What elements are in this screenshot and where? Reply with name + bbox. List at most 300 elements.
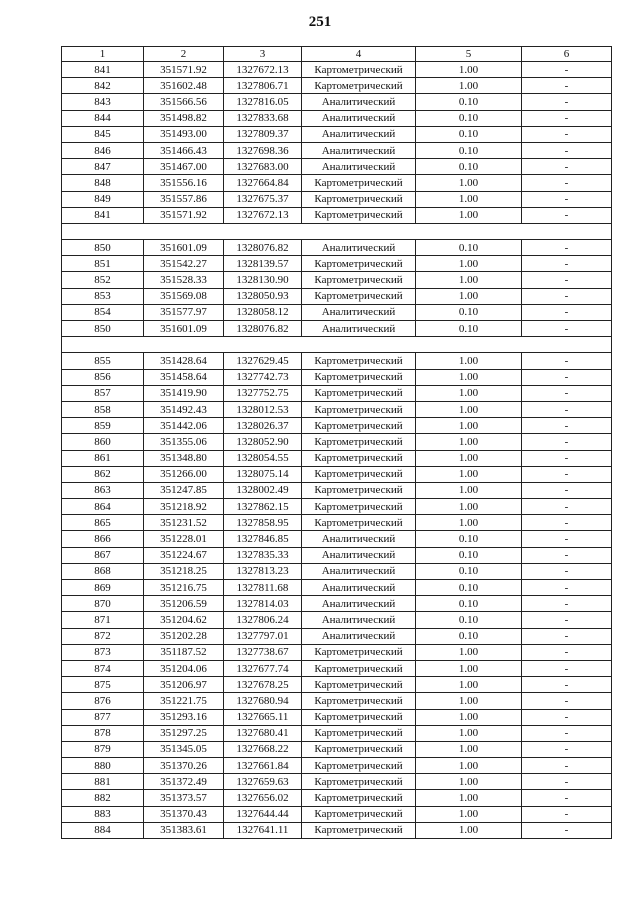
table-cell: Картометрический bbox=[302, 725, 416, 741]
table-cell: 874 bbox=[62, 660, 144, 676]
table-cell: - bbox=[522, 207, 612, 223]
table-cell: 1328026.37 bbox=[224, 418, 302, 434]
table-cell: 351266.00 bbox=[144, 466, 224, 482]
table-cell: Картометрический bbox=[302, 434, 416, 450]
table-cell: 868 bbox=[62, 563, 144, 579]
table-cell: 1.00 bbox=[416, 175, 522, 191]
table-cell: 850 bbox=[62, 321, 144, 337]
table-cell: 856 bbox=[62, 369, 144, 385]
table-cell: 1.00 bbox=[416, 385, 522, 401]
table-row bbox=[62, 240, 612, 256]
table-row bbox=[62, 175, 612, 191]
table-cell: Картометрический bbox=[302, 450, 416, 466]
table-cell: 1.00 bbox=[416, 677, 522, 693]
table-row bbox=[62, 466, 612, 482]
table-cell: Картометрический bbox=[302, 353, 416, 369]
table-cell: 864 bbox=[62, 499, 144, 515]
table-cell: 1.00 bbox=[416, 709, 522, 725]
table-cell: 862 bbox=[62, 466, 144, 482]
table-row bbox=[62, 353, 612, 369]
table-row bbox=[62, 806, 612, 822]
table-cell: - bbox=[522, 159, 612, 175]
table-cell: 351571.92 bbox=[144, 62, 224, 78]
table-cell: 863 bbox=[62, 482, 144, 498]
table-cell: - bbox=[522, 790, 612, 806]
table-cell: - bbox=[522, 628, 612, 644]
table-cell: 1.00 bbox=[416, 758, 522, 774]
table-row bbox=[62, 288, 612, 304]
table-cell: 872 bbox=[62, 628, 144, 644]
table-row bbox=[62, 256, 612, 272]
table-cell: 1.00 bbox=[416, 353, 522, 369]
table-row bbox=[62, 563, 612, 579]
table-row bbox=[62, 725, 612, 741]
table-cell: 1327809.37 bbox=[224, 126, 302, 142]
table-cell: Картометрический bbox=[302, 758, 416, 774]
table-cell: Аналитический bbox=[302, 240, 416, 256]
table-cell: 1.00 bbox=[416, 790, 522, 806]
table-cell: 351231.52 bbox=[144, 515, 224, 531]
table-cell: Аналитический bbox=[302, 126, 416, 142]
table-cell: 857 bbox=[62, 385, 144, 401]
table-cell: - bbox=[522, 353, 612, 369]
table-cell: - bbox=[522, 401, 612, 417]
table-cell: 351467.00 bbox=[144, 159, 224, 175]
table-cell: 877 bbox=[62, 709, 144, 725]
table-row bbox=[62, 612, 612, 628]
table-cell: - bbox=[522, 288, 612, 304]
table-cell: - bbox=[522, 822, 612, 838]
table-cell: 882 bbox=[62, 790, 144, 806]
table-cell: 351297.25 bbox=[144, 725, 224, 741]
table-row bbox=[62, 628, 612, 644]
table-row bbox=[62, 531, 612, 547]
table-cell: 351602.48 bbox=[144, 78, 224, 94]
table-cell: Картометрический bbox=[302, 288, 416, 304]
table-cell: 351206.59 bbox=[144, 596, 224, 612]
table-cell: 1328130.90 bbox=[224, 272, 302, 288]
table-cell: 351348.80 bbox=[144, 450, 224, 466]
table-cell: 351204.06 bbox=[144, 660, 224, 676]
table-cell: 1327675.37 bbox=[224, 191, 302, 207]
table-cell: - bbox=[522, 175, 612, 191]
table-row bbox=[62, 499, 612, 515]
table-cell: 351569.08 bbox=[144, 288, 224, 304]
table-cell: 879 bbox=[62, 741, 144, 757]
table-row bbox=[62, 580, 612, 596]
table-cell: 351571.92 bbox=[144, 207, 224, 223]
table-row bbox=[62, 321, 612, 337]
table-cell: Аналитический bbox=[302, 612, 416, 628]
table-cell: 1327665.11 bbox=[224, 709, 302, 725]
table-cell: 1.00 bbox=[416, 806, 522, 822]
table-cell: - bbox=[522, 693, 612, 709]
table-cell: - bbox=[522, 709, 612, 725]
table-cell: 851 bbox=[62, 256, 144, 272]
table-cell: Картометрический bbox=[302, 256, 416, 272]
table-cell: Картометрический bbox=[302, 741, 416, 757]
table-cell: 1327806.24 bbox=[224, 612, 302, 628]
coordinates-table bbox=[61, 46, 612, 839]
table-row bbox=[62, 159, 612, 175]
table-cell: Картометрический bbox=[302, 644, 416, 660]
table-cell: - bbox=[522, 644, 612, 660]
table-cell: 841 bbox=[62, 62, 144, 78]
table-row bbox=[62, 693, 612, 709]
table-cell: 1.00 bbox=[416, 693, 522, 709]
table-cell: 1327738.67 bbox=[224, 644, 302, 660]
table-cell: 854 bbox=[62, 304, 144, 320]
table-cell: - bbox=[522, 660, 612, 676]
table-cell: 867 bbox=[62, 547, 144, 563]
table-cell: 1327678.25 bbox=[224, 677, 302, 693]
table-cell: Картометрический bbox=[302, 693, 416, 709]
header-cell: 3 bbox=[224, 47, 302, 62]
table-cell: 351224.67 bbox=[144, 547, 224, 563]
table-cell: 1327806.71 bbox=[224, 78, 302, 94]
table-cell: 1.00 bbox=[416, 466, 522, 482]
table-cell: 351528.33 bbox=[144, 272, 224, 288]
table-cell: - bbox=[522, 304, 612, 320]
table-cell: 1.00 bbox=[416, 515, 522, 531]
table-row bbox=[62, 774, 612, 790]
table-cell: 351577.97 bbox=[144, 304, 224, 320]
table-cell: 873 bbox=[62, 644, 144, 660]
table-cell: 1.00 bbox=[416, 207, 522, 223]
table-cell: Картометрический bbox=[302, 78, 416, 94]
table-cell: Аналитический bbox=[302, 596, 416, 612]
table-cell: Аналитический bbox=[302, 580, 416, 596]
table-cell: 1328075.14 bbox=[224, 466, 302, 482]
separator-cell bbox=[62, 337, 612, 353]
table-cell: 351202.28 bbox=[144, 628, 224, 644]
table-row bbox=[62, 385, 612, 401]
table-cell: 1327797.01 bbox=[224, 628, 302, 644]
table-cell: 1.00 bbox=[416, 401, 522, 417]
table-cell: 351498.82 bbox=[144, 110, 224, 126]
table-cell: 848 bbox=[62, 175, 144, 191]
table-cell: 0.10 bbox=[416, 547, 522, 563]
table-cell: Картометрический bbox=[302, 499, 416, 515]
table-cell: 1.00 bbox=[416, 450, 522, 466]
table-row bbox=[62, 191, 612, 207]
table-cell: 1327816.05 bbox=[224, 94, 302, 110]
table-cell: 351601.09 bbox=[144, 240, 224, 256]
table-cell: Аналитический bbox=[302, 159, 416, 175]
table-row bbox=[62, 207, 612, 223]
table-cell: 876 bbox=[62, 693, 144, 709]
table-cell: 881 bbox=[62, 774, 144, 790]
table-cell: 1327811.68 bbox=[224, 580, 302, 596]
table-cell: 1327680.94 bbox=[224, 693, 302, 709]
table-cell: 1.00 bbox=[416, 774, 522, 790]
table-cell: 1328002.49 bbox=[224, 482, 302, 498]
table-cell: 858 bbox=[62, 401, 144, 417]
table-row bbox=[62, 434, 612, 450]
table-cell: 351458.64 bbox=[144, 369, 224, 385]
table-cell: 1327742.73 bbox=[224, 369, 302, 385]
table-cell: 1.00 bbox=[416, 288, 522, 304]
table-cell: 1327644.44 bbox=[224, 806, 302, 822]
table-cell: - bbox=[522, 563, 612, 579]
page-number: 251 bbox=[308, 14, 332, 30]
table-cell: Аналитический bbox=[302, 94, 416, 110]
header-cell: 1 bbox=[62, 47, 144, 62]
table-cell: - bbox=[522, 385, 612, 401]
table-cell: 878 bbox=[62, 725, 144, 741]
table-cell: 1.00 bbox=[416, 418, 522, 434]
table-cell: 0.10 bbox=[416, 580, 522, 596]
table-cell: 0.10 bbox=[416, 94, 522, 110]
table-cell: 1327814.03 bbox=[224, 596, 302, 612]
table-cell: 351419.90 bbox=[144, 385, 224, 401]
table-cell: - bbox=[522, 434, 612, 450]
table-cell: 1.00 bbox=[416, 499, 522, 515]
table-cell: - bbox=[522, 515, 612, 531]
table-cell: 351373.57 bbox=[144, 790, 224, 806]
table-cell: 853 bbox=[62, 288, 144, 304]
table-cell: 351566.56 bbox=[144, 94, 224, 110]
table-cell: 0.10 bbox=[416, 563, 522, 579]
table-cell: 351428.64 bbox=[144, 353, 224, 369]
table-cell: - bbox=[522, 126, 612, 142]
table-cell: 1.00 bbox=[416, 434, 522, 450]
table-row bbox=[62, 660, 612, 676]
table-cell: 1327683.00 bbox=[224, 159, 302, 175]
table-row bbox=[62, 369, 612, 385]
table-cell: 841 bbox=[62, 207, 144, 223]
table-cell: - bbox=[522, 806, 612, 822]
table-cell: - bbox=[522, 191, 612, 207]
table-cell: 1328076.82 bbox=[224, 240, 302, 256]
table-cell: 844 bbox=[62, 110, 144, 126]
table-cell: - bbox=[522, 418, 612, 434]
table-cell: 0.10 bbox=[416, 531, 522, 547]
table-cell: 1.00 bbox=[416, 482, 522, 498]
table-cell: 1327846.85 bbox=[224, 531, 302, 547]
table-cell: Аналитический bbox=[302, 547, 416, 563]
header-cell: 2 bbox=[144, 47, 224, 62]
table-cell: Картометрический bbox=[302, 385, 416, 401]
table-row bbox=[62, 677, 612, 693]
table-cell: 0.10 bbox=[416, 126, 522, 142]
table-cell: 880 bbox=[62, 758, 144, 774]
table-cell: Картометрический bbox=[302, 822, 416, 838]
table-row bbox=[62, 110, 612, 126]
table-cell: Картометрический bbox=[302, 466, 416, 482]
header-cell: 5 bbox=[416, 47, 522, 62]
table-cell: 351466.43 bbox=[144, 142, 224, 158]
table-cell: 1.00 bbox=[416, 725, 522, 741]
table-cell: 1.00 bbox=[416, 644, 522, 660]
table-cell: 0.10 bbox=[416, 159, 522, 175]
table-cell: - bbox=[522, 725, 612, 741]
table-cell: 0.10 bbox=[416, 240, 522, 256]
separator-cell bbox=[62, 223, 612, 239]
table-cell: 351204.62 bbox=[144, 612, 224, 628]
table-cell: 883 bbox=[62, 806, 144, 822]
table-cell: Картометрический bbox=[302, 369, 416, 385]
table-row bbox=[62, 418, 612, 434]
table-cell: 351228.01 bbox=[144, 531, 224, 547]
table-cell: 869 bbox=[62, 580, 144, 596]
table-cell: 0.10 bbox=[416, 596, 522, 612]
table-cell: 1327629.45 bbox=[224, 353, 302, 369]
table-cell: 351601.09 bbox=[144, 321, 224, 337]
table-cell: 852 bbox=[62, 272, 144, 288]
table-cell: 351293.16 bbox=[144, 709, 224, 725]
table-cell: Картометрический bbox=[302, 515, 416, 531]
table-cell: 847 bbox=[62, 159, 144, 175]
table-row bbox=[62, 482, 612, 498]
table-cell: 351345.05 bbox=[144, 741, 224, 757]
table-cell: 1328058.12 bbox=[224, 304, 302, 320]
table-cell: 351442.06 bbox=[144, 418, 224, 434]
table-row bbox=[62, 822, 612, 838]
table-cell: 351247.85 bbox=[144, 482, 224, 498]
table-cell: - bbox=[522, 612, 612, 628]
table-cell: 1327659.63 bbox=[224, 774, 302, 790]
table-cell: - bbox=[522, 142, 612, 158]
table-cell: Картометрический bbox=[302, 272, 416, 288]
table-body bbox=[62, 62, 612, 839]
table-cell: 1327672.13 bbox=[224, 62, 302, 78]
header-cell: 6 bbox=[522, 47, 612, 62]
table-cell: Аналитический bbox=[302, 628, 416, 644]
table-cell: 860 bbox=[62, 434, 144, 450]
table-cell: 351355.06 bbox=[144, 434, 224, 450]
table-cell: 1327698.36 bbox=[224, 142, 302, 158]
table-cell: 1327813.23 bbox=[224, 563, 302, 579]
table-cell: 1327862.15 bbox=[224, 499, 302, 515]
table-row bbox=[62, 94, 612, 110]
table-cell: - bbox=[522, 580, 612, 596]
table-cell: Картометрический bbox=[302, 418, 416, 434]
table-cell: Картометрический bbox=[302, 62, 416, 78]
table-cell: Картометрический bbox=[302, 806, 416, 822]
table-cell: 1.00 bbox=[416, 78, 522, 94]
table-cell: Аналитический bbox=[302, 531, 416, 547]
table-cell: 1.00 bbox=[416, 660, 522, 676]
table-cell: Картометрический bbox=[302, 191, 416, 207]
table-row bbox=[62, 401, 612, 417]
table-row bbox=[62, 547, 612, 563]
table-cell: - bbox=[522, 78, 612, 94]
table-cell: 0.10 bbox=[416, 612, 522, 628]
table-cell: 1328076.82 bbox=[224, 321, 302, 337]
table-cell: 875 bbox=[62, 677, 144, 693]
table-cell: - bbox=[522, 547, 612, 563]
table-cell: 0.10 bbox=[416, 142, 522, 158]
table-cell: Картометрический bbox=[302, 774, 416, 790]
table-cell: 845 bbox=[62, 126, 144, 142]
table-cell: 351557.86 bbox=[144, 191, 224, 207]
table-cell: 351492.43 bbox=[144, 401, 224, 417]
table-cell: Картометрический bbox=[302, 660, 416, 676]
table-cell: 855 bbox=[62, 353, 144, 369]
table-cell: 351221.75 bbox=[144, 693, 224, 709]
table-cell: 351383.61 bbox=[144, 822, 224, 838]
table-cell: 866 bbox=[62, 531, 144, 547]
table-cell: - bbox=[522, 450, 612, 466]
table-cell: - bbox=[522, 110, 612, 126]
table-cell: 1328139.57 bbox=[224, 256, 302, 272]
table-cell: 861 bbox=[62, 450, 144, 466]
table-row bbox=[62, 596, 612, 612]
table-row bbox=[62, 78, 612, 94]
table-cell: - bbox=[522, 596, 612, 612]
table-cell: 351206.97 bbox=[144, 677, 224, 693]
table-cell: 1328052.90 bbox=[224, 434, 302, 450]
group-separator-row bbox=[62, 337, 612, 353]
table-row bbox=[62, 741, 612, 757]
table-cell: 1327641.11 bbox=[224, 822, 302, 838]
table-cell: Аналитический bbox=[302, 142, 416, 158]
table-cell: 859 bbox=[62, 418, 144, 434]
table-cell: 0.10 bbox=[416, 304, 522, 320]
table-cell: - bbox=[522, 466, 612, 482]
table-cell: 351218.92 bbox=[144, 499, 224, 515]
table-cell: 1327858.95 bbox=[224, 515, 302, 531]
table-row bbox=[62, 450, 612, 466]
table-cell: 351493.00 bbox=[144, 126, 224, 142]
table-cell: 1.00 bbox=[416, 256, 522, 272]
table-cell: - bbox=[522, 321, 612, 337]
table-cell: 1.00 bbox=[416, 191, 522, 207]
table-cell: 351216.75 bbox=[144, 580, 224, 596]
table-row bbox=[62, 272, 612, 288]
table-cell: 351370.26 bbox=[144, 758, 224, 774]
table-row bbox=[62, 62, 612, 78]
table-header-row bbox=[62, 47, 612, 62]
table-cell: Аналитический bbox=[302, 321, 416, 337]
table-cell: Картометрический bbox=[302, 207, 416, 223]
table-cell: 849 bbox=[62, 191, 144, 207]
table-cell: - bbox=[522, 499, 612, 515]
table-cell: 1327661.84 bbox=[224, 758, 302, 774]
table-cell: Картометрический bbox=[302, 175, 416, 191]
table-row bbox=[62, 142, 612, 158]
table-cell: 351370.43 bbox=[144, 806, 224, 822]
table-cell: 1.00 bbox=[416, 272, 522, 288]
table-cell: 1327672.13 bbox=[224, 207, 302, 223]
table-cell: 884 bbox=[62, 822, 144, 838]
table-cell: Аналитический bbox=[302, 304, 416, 320]
table-cell: Картометрический bbox=[302, 677, 416, 693]
table-cell: 351542.27 bbox=[144, 256, 224, 272]
table-cell: - bbox=[522, 94, 612, 110]
table-cell: - bbox=[522, 677, 612, 693]
table-cell: 1328050.93 bbox=[224, 288, 302, 304]
table-cell: 351372.49 bbox=[144, 774, 224, 790]
table-cell: 1327677.74 bbox=[224, 660, 302, 676]
header-cell: 4 bbox=[302, 47, 416, 62]
table-cell: 1328054.55 bbox=[224, 450, 302, 466]
table-cell: 1.00 bbox=[416, 822, 522, 838]
table-cell: Картометрический bbox=[302, 401, 416, 417]
table-cell: 870 bbox=[62, 596, 144, 612]
table-cell: 0.10 bbox=[416, 321, 522, 337]
table-cell: Картометрический bbox=[302, 482, 416, 498]
table-cell: 843 bbox=[62, 94, 144, 110]
table-cell: - bbox=[522, 741, 612, 757]
table-cell: - bbox=[522, 240, 612, 256]
group-separator-row bbox=[62, 223, 612, 239]
table-cell: 1327835.33 bbox=[224, 547, 302, 563]
table-cell: 1.00 bbox=[416, 741, 522, 757]
table-cell: 871 bbox=[62, 612, 144, 628]
table-row bbox=[62, 126, 612, 142]
